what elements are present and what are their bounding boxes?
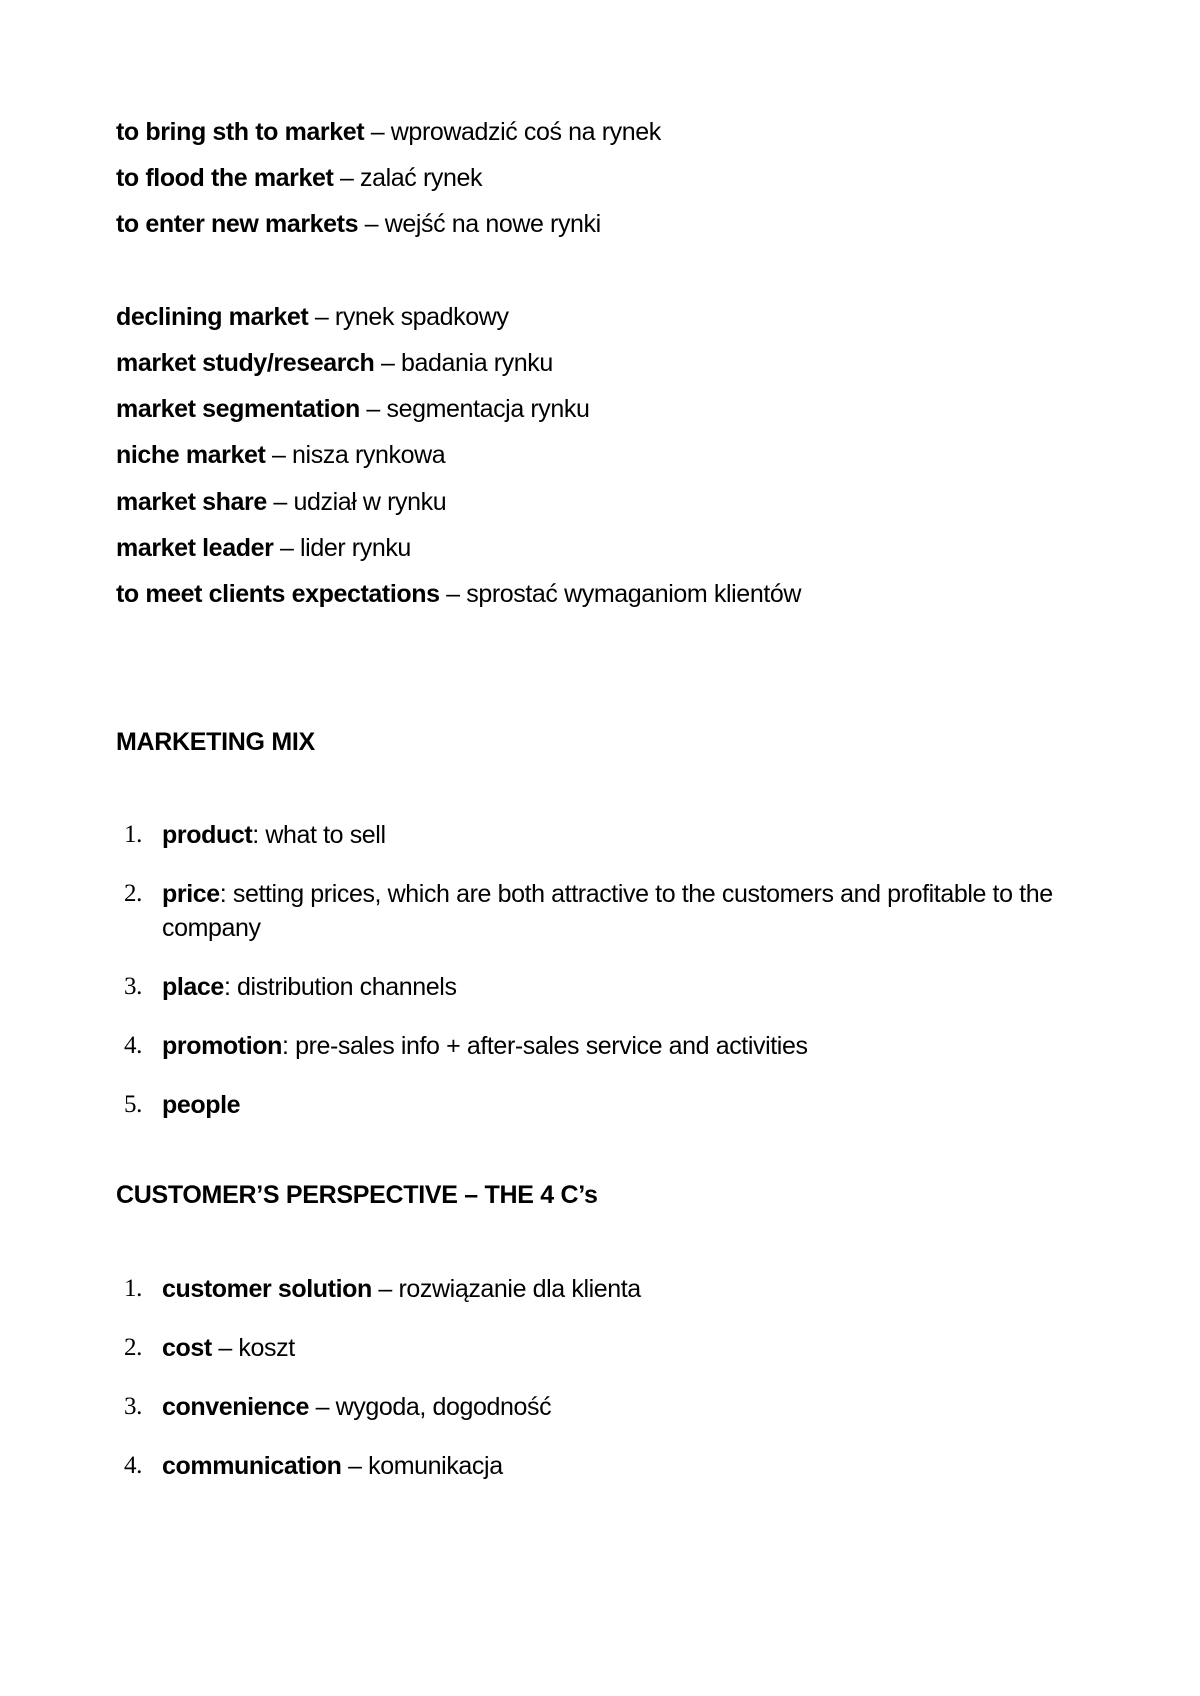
vocab-term: to meet clients expectations (116, 580, 440, 608)
list-number: 2. (124, 1334, 142, 1361)
vocab-term: declining market (116, 303, 309, 331)
list-term: cost (162, 1334, 212, 1362)
list-number: 4. (124, 1452, 142, 1479)
list-number: 5. (124, 1091, 142, 1118)
vocab-separator: – (358, 210, 385, 238)
vocab-translation: sprostać wymaganiom klientów (466, 580, 802, 608)
vocab-term: to flood the market (116, 164, 334, 192)
list-number: 1. (124, 1275, 142, 1302)
list-item (116, 818, 1076, 852)
list-term: promotion (162, 1032, 282, 1060)
list-term: communication (162, 1452, 342, 1480)
list-number: 3. (124, 1393, 142, 1420)
list-term: place (162, 973, 224, 1001)
list-text: : what to sell (252, 821, 386, 849)
vocab-term: to enter new markets (116, 210, 359, 238)
list-number: 2. (124, 880, 142, 907)
vocab-entry (116, 209, 601, 239)
list-number: 1. (124, 821, 142, 848)
vocab-translation: rynek spadkowy (334, 303, 509, 331)
vocab-term: to bring sth to market (116, 118, 365, 146)
list-item (116, 1449, 1076, 1483)
vocab-separator: – (359, 395, 387, 423)
list-number: 4. (124, 1032, 142, 1059)
vocab-translation: wejść na nowe rynki (384, 210, 601, 238)
vocab-entry (116, 440, 445, 470)
vocab-separator: – (308, 303, 335, 331)
list-term: convenience (162, 1393, 310, 1421)
vocab-separator: – (374, 349, 402, 377)
vocab-entry (116, 533, 411, 563)
vocab-translation: badania rynku (401, 349, 553, 377)
vocab-translation: zalać rynek (360, 164, 483, 192)
vocab-term: market study/research (116, 349, 375, 377)
vocab-term: market share (116, 488, 267, 516)
list-text: – wygoda, dogodność (309, 1393, 552, 1421)
list-text: – komunikacja (341, 1452, 503, 1480)
vocab-translation: wprowadzić coś na rynek (390, 118, 661, 146)
vocab-entry (116, 487, 446, 517)
vocab-separator: – (364, 118, 391, 146)
vocab-entry (116, 394, 590, 424)
list-item (116, 877, 1076, 945)
vocab-entry (116, 348, 553, 378)
list-term: people (162, 1091, 241, 1119)
list-text: – rozwiązanie dla klienta (371, 1275, 641, 1303)
list-text: : distribution channels (223, 973, 457, 1001)
vocab-entry (116, 302, 509, 332)
vocab-separator: – (273, 534, 301, 562)
list-term: product (162, 821, 253, 849)
vocab-entry (116, 579, 801, 609)
vocab-term: market segmentation (116, 395, 360, 423)
list-item (116, 1390, 1076, 1424)
vocab-translation: udział w rynku (293, 488, 447, 516)
list-text: : setting prices, which are both attractive to the customers and profitable to the company (162, 880, 1053, 942)
vocab-translation: nisza rynkowa (292, 441, 446, 469)
vocab-entry (116, 163, 482, 193)
vocab-translation: segmentacja rynku (386, 395, 590, 423)
list-term: price (162, 880, 220, 908)
list-item (116, 1088, 1076, 1122)
list-number: 3. (124, 973, 142, 1000)
list-item (116, 1331, 1076, 1365)
vocab-separator: – (439, 580, 467, 608)
list-item (116, 1272, 1076, 1306)
section-heading-four-cs: CUSTOMER’S PERSPECTIVE – THE 4 C’s (116, 1181, 598, 1209)
vocab-separator: – (265, 441, 293, 469)
vocab-term: niche market (116, 441, 266, 469)
list-text: : pre-sales info + after-sales service and activities (281, 1032, 808, 1060)
vocab-separator: – (333, 164, 361, 192)
vocab-entry (116, 117, 661, 147)
section-heading-marketing-mix: MARKETING MIX (116, 728, 315, 756)
list-text: – koszt (211, 1334, 295, 1362)
vocab-translation: lider rynku (300, 534, 411, 562)
list-term: customer solution (162, 1275, 372, 1303)
list-item (116, 970, 1076, 1004)
list-item (116, 1029, 1076, 1063)
vocab-separator: – (266, 488, 294, 516)
vocab-term: market leader (116, 534, 274, 562)
